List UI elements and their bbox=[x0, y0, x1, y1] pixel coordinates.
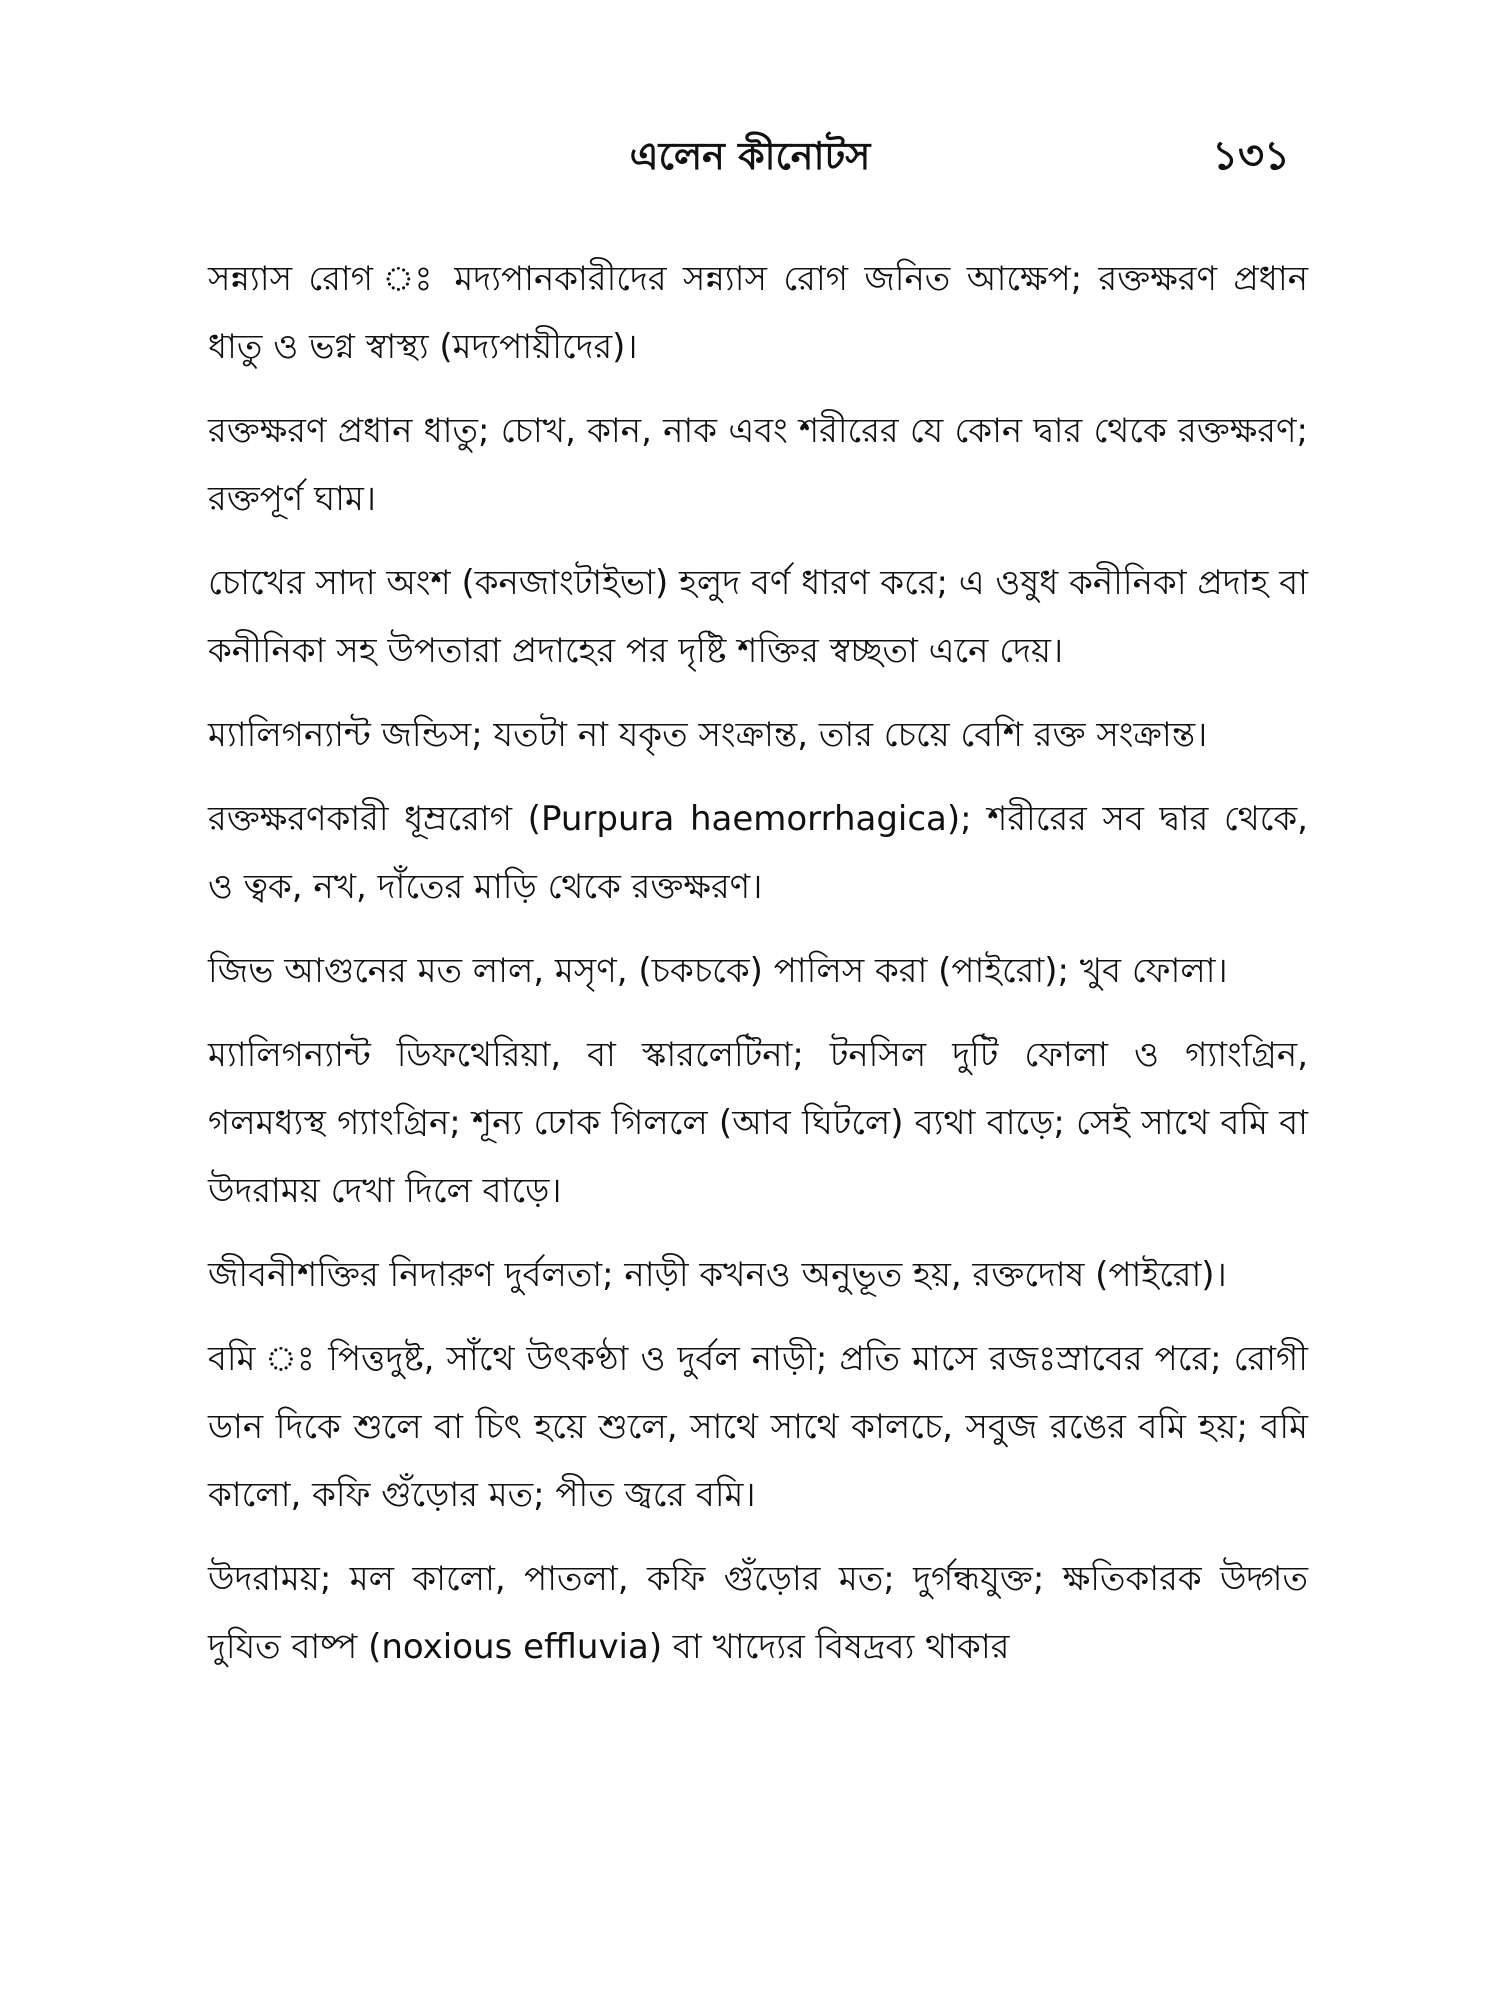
paragraph-tongue: জিভ আগুনের মত লাল, মসৃণ, (চকচকে) পালিস করা (পাইরো); খুব ফোলা। bbox=[208, 951, 1228, 991]
paragraph-diphtheria: ম্যালিগন্যান্ট ডিফথেরিয়া, বা স্কারলেটিনা; টনসিল দুটি ফোলা ও গ্যাংগ্রিন, গলমধ্যস্থ গ্যাংগ্রিন; শূন্য ঢোক গিললে (আব ঘিটলে) ব্যথা বাড়ে; সেই সাথে বমি বা উদরাময় দেখা দিলে বাড়ে। bbox=[208, 1035, 1308, 1211]
paragraph-vomiting: বমি ঃ পিত্তদুষ্ট, সাঁথে উৎকণ্ঠা ও দুর্বল নাড়ী; প্রতি মাসে রজঃস্রাবের পরে; রোগী ডান দিকে শুলে বা চিৎ হয়ে শুলে, সাথে সাথে কালচে, সবুজ রঙের বমি হয়; বমি কালো, কফি গুঁড়োর মত; পীত জ্বরে বমি। bbox=[208, 1339, 1308, 1515]
paragraph-sannyas-rog: সন্ন্যাস রোগ ঃ মদ্যপানকারীদের সন্ন্যাস রোগ জনিত আক্ষেপ; রক্তক্ষরণ প্রধান ধাতু ও ভগ্ন স্বাস্থ্য (মদ্যপায়ীদের)। bbox=[208, 259, 1308, 367]
page-number: ১৩১ bbox=[1212, 133, 1290, 179]
paragraph-malignant-jaundice: ম্যালিগন্যান্ট জন্ডিস; যতটা না যকৃত সংক্রান্ত, তার চেয়ে বেশি রক্ত সংক্রান্ত। bbox=[208, 715, 1208, 755]
paragraph-diarrhoea: উদরাময়; মল কালো, পাতলা, কফি গুঁড়োর মত; দুর্গন্ধযুক্ত; ক্ষতিকারক উদ্গত দুযিত বাষ্প (noxious effluvia) বা খাদ্যের বিষদ্রব্য থাকার bbox=[208, 1559, 1308, 1667]
header-title: এলেন কীনোটস bbox=[629, 134, 871, 178]
paragraph-haemorrhagic-diathesis: রক্তক্ষরণ প্রধান ধাতু; চোখ, কান, নাক এবং শরীরের যে কোন দ্বার থেকে রক্তক্ষরণ; রক্তপূর্ণ ঘাম। bbox=[208, 411, 1308, 519]
running-header bbox=[0, 128, 1500, 188]
body-text bbox=[208, 245, 1308, 1697]
paragraph-vital-weakness: জীবনীশক্তির নিদারুণ দুর্বলতা; নাড়ী কখনও অনুভূত হয়, রক্তদোষ (পাইরো)। bbox=[208, 1255, 1227, 1295]
paragraph-purpura: রক্তক্ষরণকারী ধূম্ররোগ (Purpura haemorrhagica); শরীরের সব দ্বার থেকে, ও ত্বক, নখ, দাঁতের মাড়ি থেকে রক্তক্ষরণ। bbox=[208, 799, 1308, 907]
paragraph-conjunctiva: চোখের সাদা অংশ (কনজাংটাইভা) হলুদ বর্ণ ধারণ করে; এ ওষুধ কনীনিকা প্রদাহ বা কনীনিকা সহ উপতারা প্রদাহের পর দৃষ্টি শক্তির স্বচ্ছতা এনে দেয়। bbox=[208, 563, 1308, 671]
